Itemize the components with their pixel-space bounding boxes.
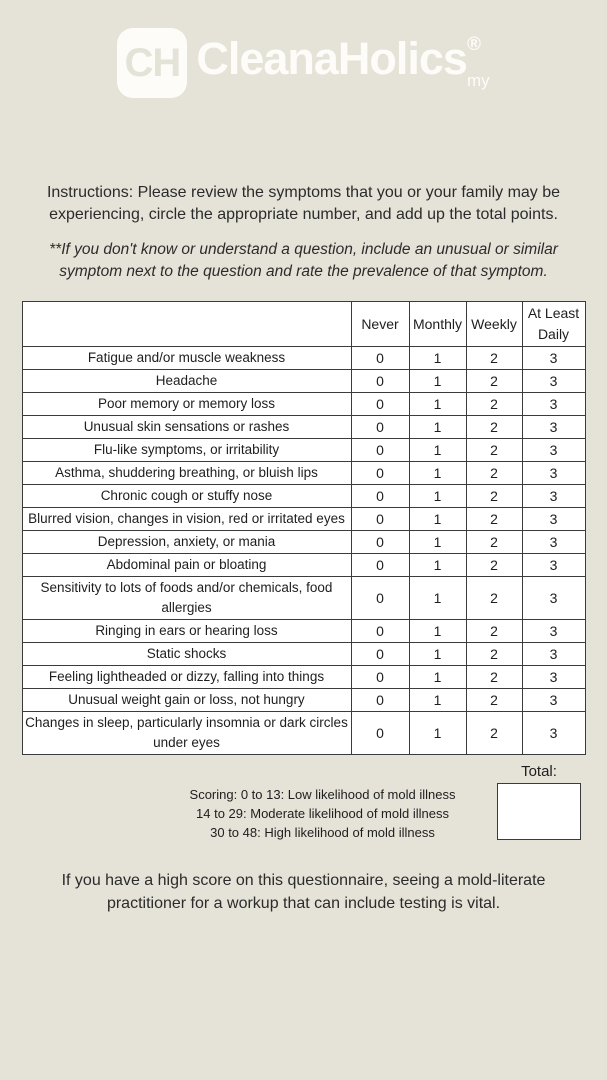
score-cell[interactable]: 0 bbox=[351, 347, 409, 370]
score-cell[interactable]: 3 bbox=[522, 439, 585, 462]
brand-suffix: my bbox=[466, 71, 490, 90]
symptom-cell: Feeling lightheaded or dizzy, falling into things bbox=[22, 666, 351, 689]
score-cell[interactable]: 0 bbox=[351, 370, 409, 393]
score-cell[interactable]: 3 bbox=[522, 416, 585, 439]
score-cell[interactable]: 2 bbox=[466, 439, 522, 462]
score-cell[interactable]: 3 bbox=[522, 712, 585, 755]
total-label: Total: bbox=[521, 763, 557, 780]
symptom-cell: Unusual weight gain or loss, not hungry bbox=[22, 689, 351, 712]
table-row bbox=[22, 712, 585, 755]
score-cell[interactable]: 2 bbox=[466, 643, 522, 666]
score-cell[interactable]: 0 bbox=[351, 485, 409, 508]
table-row bbox=[22, 393, 585, 416]
score-cell[interactable]: 2 bbox=[466, 508, 522, 531]
symptom-cell: Blurred vision, changes in vision, red or irritated eyes bbox=[22, 508, 351, 531]
score-cell[interactable]: 0 bbox=[351, 462, 409, 485]
symptom-cell: Headache bbox=[22, 370, 351, 393]
brand-name bbox=[196, 10, 489, 116]
score-cell[interactable]: 3 bbox=[522, 393, 585, 416]
score-cell[interactable]: 2 bbox=[466, 531, 522, 554]
symptom-cell: Changes in sleep, particularly insomnia or dark circles under eyes bbox=[22, 712, 351, 755]
table-row bbox=[22, 577, 585, 620]
score-cell[interactable]: 0 bbox=[351, 393, 409, 416]
score-cell[interactable]: 3 bbox=[522, 689, 585, 712]
score-cell[interactable]: 1 bbox=[409, 485, 466, 508]
scoring-legend bbox=[95, 785, 550, 842]
table-row bbox=[22, 508, 585, 531]
symptom-cell: Flu-like symptoms, or irritability bbox=[22, 439, 351, 462]
table-row bbox=[22, 416, 585, 439]
score-cell[interactable]: 3 bbox=[522, 370, 585, 393]
instructions-note: **If you don't know or understand a question, include an unusual or similar symptom next to the question and rate the prevalence of that symptom. bbox=[49, 241, 558, 280]
table-row bbox=[22, 370, 585, 393]
scoring-line: 14 to 29: Moderate likelihood of mold illness bbox=[196, 806, 449, 821]
score-cell[interactable]: 1 bbox=[409, 620, 466, 643]
symptom-cell: Unusual skin sensations or rashes bbox=[22, 416, 351, 439]
score-cell[interactable]: 0 bbox=[351, 689, 409, 712]
score-cell[interactable]: 2 bbox=[466, 393, 522, 416]
score-cell[interactable]: 2 bbox=[466, 712, 522, 755]
brand-logo bbox=[0, 0, 607, 98]
table-row bbox=[22, 689, 585, 712]
brand-name-text: CleanaHolics bbox=[196, 33, 467, 84]
table-row bbox=[22, 643, 585, 666]
score-cell[interactable]: 1 bbox=[409, 531, 466, 554]
score-cell[interactable]: 2 bbox=[466, 689, 522, 712]
table-row bbox=[22, 620, 585, 643]
instructions-text: Instructions: Please review the symptoms that you or your family may be experiencing, circle the appropriate number, and add up the total points. bbox=[46, 184, 561, 223]
column-header: Monthly bbox=[409, 302, 466, 347]
score-cell[interactable]: 2 bbox=[466, 370, 522, 393]
score-cell[interactable]: 1 bbox=[409, 666, 466, 689]
score-cell[interactable]: 1 bbox=[409, 439, 466, 462]
score-cell[interactable]: 0 bbox=[351, 577, 409, 620]
score-cell[interactable]: 1 bbox=[409, 712, 466, 755]
table-row bbox=[22, 347, 585, 370]
table-row bbox=[22, 462, 585, 485]
score-cell[interactable]: 1 bbox=[409, 554, 466, 577]
table-row bbox=[22, 554, 585, 577]
score-cell[interactable]: 3 bbox=[522, 462, 585, 485]
score-cell[interactable]: 3 bbox=[522, 485, 585, 508]
table-row bbox=[22, 439, 585, 462]
score-cell[interactable]: 2 bbox=[466, 577, 522, 620]
scoring-section bbox=[0, 761, 607, 861]
symptom-cell: Asthma, shuddering breathing, or bluish lips bbox=[22, 462, 351, 485]
score-cell[interactable]: 2 bbox=[466, 554, 522, 577]
symptom-cell: Sensitivity to lots of foods and/or chemicals, food allergies bbox=[22, 577, 351, 620]
score-cell[interactable]: 0 bbox=[351, 508, 409, 531]
table-row bbox=[22, 666, 585, 689]
score-cell[interactable]: 3 bbox=[522, 577, 585, 620]
logo-badge-icon: CH bbox=[117, 28, 187, 98]
symptom-cell: Static shocks bbox=[22, 643, 351, 666]
score-cell[interactable]: 1 bbox=[409, 462, 466, 485]
score-cell[interactable]: 1 bbox=[409, 370, 466, 393]
score-cell[interactable]: 1 bbox=[409, 577, 466, 620]
score-cell[interactable]: 1 bbox=[409, 508, 466, 531]
score-cell[interactable]: 2 bbox=[466, 416, 522, 439]
symptom-column-header bbox=[22, 302, 351, 347]
score-cell[interactable]: 0 bbox=[351, 439, 409, 462]
footer-advice-text: If you have a high score on this questionnaire, seeing a mold-literate practitioner for a workup that can include testing is vital. bbox=[61, 872, 546, 912]
score-cell[interactable]: 1 bbox=[409, 393, 466, 416]
symptom-cell: Ringing in ears or hearing loss bbox=[22, 620, 351, 643]
score-cell[interactable]: 0 bbox=[351, 666, 409, 689]
column-header: Never bbox=[351, 302, 409, 347]
symptom-cell: Chronic cough or stuffy nose bbox=[22, 485, 351, 508]
score-cell[interactable]: 0 bbox=[351, 416, 409, 439]
symptom-cell: Depression, anxiety, or mania bbox=[22, 531, 351, 554]
symptom-cell: Abdominal pain or bloating bbox=[22, 554, 351, 577]
table-row bbox=[22, 531, 585, 554]
score-cell[interactable]: 0 bbox=[351, 554, 409, 577]
score-cell[interactable]: 3 bbox=[522, 620, 585, 643]
table-header-row bbox=[22, 302, 585, 347]
score-cell[interactable]: 1 bbox=[409, 347, 466, 370]
score-cell[interactable]: 3 bbox=[522, 666, 585, 689]
score-cell[interactable]: 0 bbox=[351, 531, 409, 554]
score-cell[interactable]: 3 bbox=[522, 554, 585, 577]
column-header: At Least Daily bbox=[522, 302, 585, 347]
scoring-line: Scoring: 0 to 13: Low likelihood of mold illness bbox=[189, 787, 456, 802]
score-cell[interactable]: 0 bbox=[351, 620, 409, 643]
score-cell[interactable]: 2 bbox=[466, 347, 522, 370]
table-row bbox=[22, 485, 585, 508]
score-cell[interactable]: 3 bbox=[522, 531, 585, 554]
symptom-cell: Fatigue and/or muscle weakness bbox=[22, 347, 351, 370]
score-cell[interactable]: 0 bbox=[351, 643, 409, 666]
score-cell[interactable]: 2 bbox=[466, 462, 522, 485]
score-cell[interactable]: 0 bbox=[351, 712, 409, 755]
registered-trademark-icon: ® bbox=[466, 34, 481, 55]
table-body bbox=[22, 347, 585, 755]
score-cell[interactable]: 3 bbox=[522, 508, 585, 531]
score-cell[interactable]: 2 bbox=[466, 485, 522, 508]
score-cell[interactable]: 1 bbox=[409, 416, 466, 439]
score-cell[interactable]: 3 bbox=[522, 347, 585, 370]
score-cell[interactable]: 3 bbox=[522, 643, 585, 666]
score-cell[interactable]: 2 bbox=[466, 666, 522, 689]
symptom-table bbox=[22, 301, 586, 755]
symptom-cell: Poor memory or memory loss bbox=[22, 393, 351, 416]
score-cell[interactable]: 1 bbox=[409, 643, 466, 666]
column-header: Weekly bbox=[466, 302, 522, 347]
score-cell[interactable]: 1 bbox=[409, 689, 466, 712]
scoring-line: 30 to 48: High likelihood of mold illness bbox=[210, 825, 435, 840]
score-cell[interactable]: 2 bbox=[466, 620, 522, 643]
